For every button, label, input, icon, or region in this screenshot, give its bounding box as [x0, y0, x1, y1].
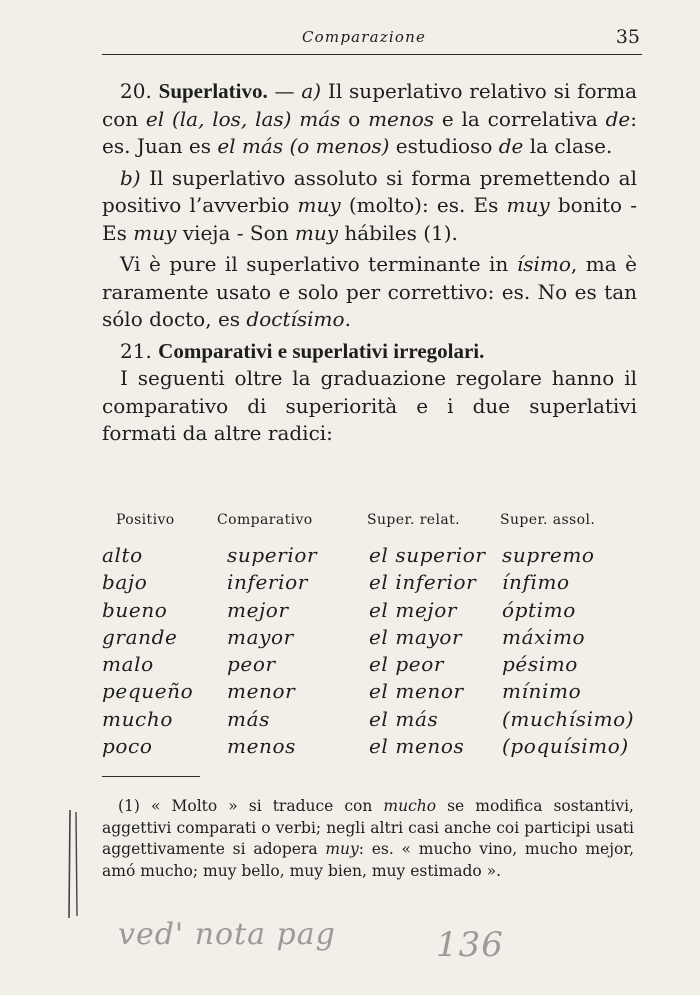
footnote-text [102, 796, 634, 882]
main-text [102, 78, 637, 448]
table-cell: máximo [502, 624, 586, 649]
table-header [102, 512, 642, 542]
item-label: a) [301, 79, 322, 103]
table-cell: pequeño [102, 679, 194, 704]
table-cell: malo [102, 652, 154, 677]
section-number: 21. [120, 338, 152, 363]
table-cell: menos [227, 734, 296, 759]
handwritten-page-ref: 136 [436, 925, 504, 965]
table-cell: poco [102, 734, 153, 759]
spanish-term: de [605, 106, 631, 131]
table-row [102, 597, 642, 624]
text-run: o [340, 106, 369, 131]
text-run: Il superlativo assoluto si forma premettendo al positivo l’avverbio [102, 165, 637, 217]
spanish-term: muy [297, 193, 341, 217]
text-run: se modifica sostantivi, aggettivi comparati o verbi; negli altri casi anche coi participi usati aggettivamente si adopera [102, 797, 634, 859]
table-cell: bajo [102, 570, 148, 595]
section-heading: Superlativo. [158, 79, 268, 103]
table-row [102, 706, 642, 733]
table-cell: mínimo [502, 679, 582, 704]
spanish-term: mucho [383, 797, 437, 815]
spanish-term: muy [294, 220, 339, 245]
table-cell: pésimo [502, 652, 578, 677]
handwritten-note [118, 912, 518, 972]
text-run: bonito - Es [102, 193, 638, 245]
spanish-term: ísimo [516, 252, 571, 276]
spanish-term: muy [325, 840, 359, 859]
text-run: hábiles (1). [338, 220, 458, 245]
table-cell: óptimo [502, 597, 576, 622]
footnote [102, 796, 634, 882]
margin-pen-mark [66, 808, 80, 920]
spanish-term: menos [368, 106, 435, 131]
table-cell: peor [227, 652, 276, 677]
table-cell: el inferior [369, 570, 477, 595]
paragraph-20a [102, 78, 637, 161]
table-cell: el menos [369, 734, 465, 759]
section-21-heading [102, 338, 637, 366]
table-row [102, 733, 642, 760]
table-cell: (poquísimo) [502, 734, 629, 759]
spanish-term: doctísimo [246, 307, 345, 331]
table-cell: mucho [102, 706, 173, 731]
spanish-term: muy [506, 193, 550, 217]
text-run: Vi è pure il superlativo terminante in [120, 252, 517, 276]
spanish-term: el (la, los, las) más [145, 106, 341, 131]
table-cell: bueno [102, 597, 168, 622]
footnote-divider [102, 776, 200, 777]
table-row [102, 678, 642, 705]
table-cell: (muchísimo) [502, 706, 635, 731]
text-run: : es. Juan es [102, 106, 637, 158]
table-cell: el más [369, 706, 439, 731]
table-cell: superior [227, 543, 318, 567]
table-cell: ínfimo [502, 570, 570, 595]
page-number: 35 [615, 26, 640, 48]
spanish-term: el más (o menos) [217, 134, 390, 158]
table-cell: el peor [369, 652, 445, 677]
text-run: . [344, 307, 351, 331]
table-cell: grande [102, 624, 178, 649]
table-row [102, 569, 642, 596]
table-row [102, 542, 642, 569]
section-number: 20. [120, 79, 152, 103]
table-cell: el mayor [369, 624, 463, 649]
table-cell: inferior [227, 570, 308, 595]
section-heading: Comparativi e superlativi irregolari. [158, 338, 485, 363]
table-row [102, 624, 642, 651]
item-label: b) [120, 165, 141, 190]
spanish-term: muy [133, 220, 177, 245]
table-cell: el superior [369, 543, 486, 567]
table-cell: alto [102, 543, 143, 567]
text-run: « Molto » si traduce con [139, 797, 384, 815]
column-header: Super. relat. [367, 512, 460, 528]
column-header: Comparativo [217, 512, 313, 528]
text-run: e la correlativa [434, 106, 606, 131]
column-header: Positivo [116, 512, 175, 528]
text-run: , ma è raramente usato e solo per correttivo: es. No es tan sólo docto, es [102, 252, 637, 331]
table-cell: supremo [502, 543, 595, 567]
paragraph-21: I seguenti oltre la graduazione regolare hanno il comparativo di superiorità e i due superlativi formati da altre radici: [102, 366, 637, 445]
dash: — [267, 79, 302, 103]
text-run: estudioso [389, 134, 499, 158]
paragraph-20c [102, 251, 637, 334]
table-cell: mayor [227, 624, 294, 649]
handwritten-note-text: ved' nota pag [118, 917, 336, 952]
table-cell: mejor [227, 597, 289, 622]
table-cell: más [227, 706, 270, 731]
comparison-table [102, 512, 642, 760]
running-title: Comparazione [302, 28, 427, 46]
footnote-marker: (1) [118, 797, 140, 815]
running-header [102, 26, 642, 55]
table-row [102, 651, 642, 678]
text-run: : es. « mucho vino, mucho mejor, amó mucho; muy bello, muy bien, muy estimado ». [102, 840, 634, 880]
text-run: vieja - Son [176, 220, 295, 245]
table-cell: el menor [369, 679, 464, 704]
paragraph-20b [102, 165, 637, 248]
text-run: (molto): es. Es [340, 193, 507, 217]
text-run: Il superlativo relativo si forma con [102, 79, 637, 131]
table-cell: menor [227, 679, 296, 704]
text-run: la clase. [523, 134, 613, 158]
table-cell: el mejor [369, 597, 457, 622]
spanish-term: de [498, 134, 524, 158]
column-header: Super. assol. [500, 512, 596, 528]
